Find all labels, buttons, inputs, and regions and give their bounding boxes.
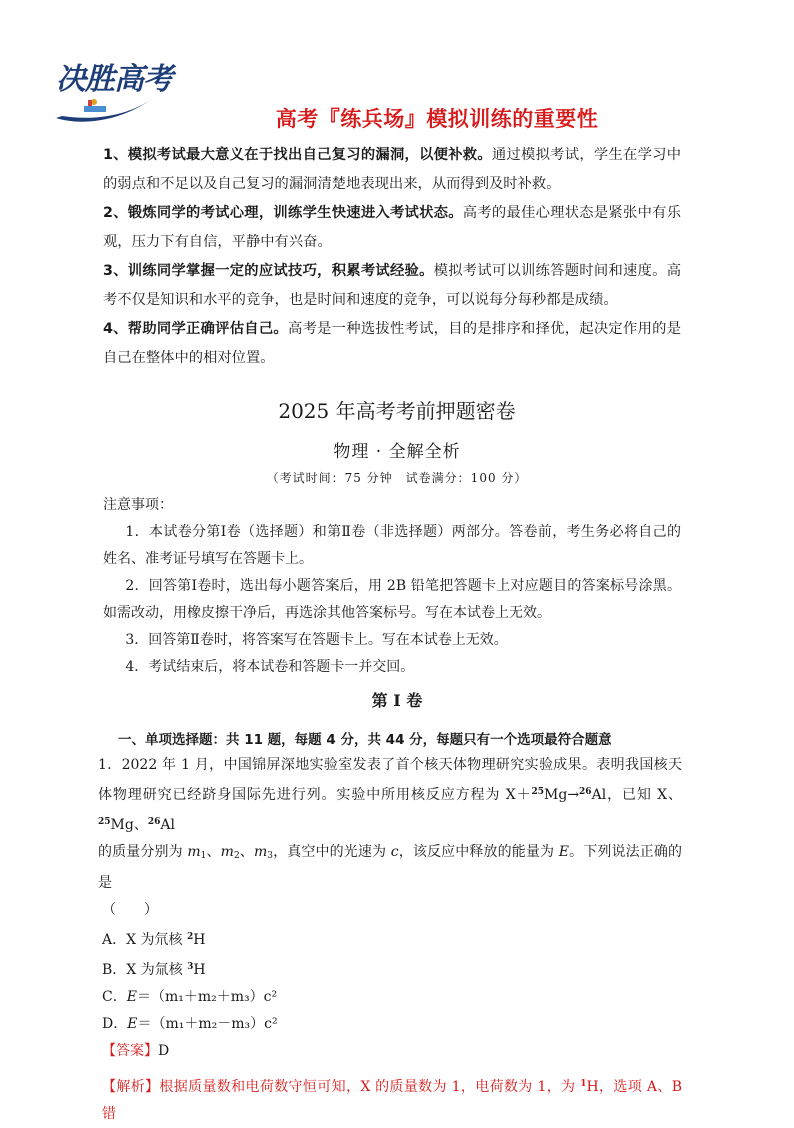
question-number: 1． — [98, 757, 122, 773]
stem-part: ，真空中的光速为 — [272, 844, 391, 860]
mass-number: 26 — [147, 817, 161, 827]
analysis-line — [98, 1071, 682, 1128]
intro-item-text: 模拟考试可以训练答题时间和速度。高考不仅是知识和水平的竞争，也是时间和速度的竞争，可以说每分每秒都是成绩。 — [103, 263, 681, 308]
option-b[interactable]: B．X 为氚核 $^3$H — [102, 962, 206, 978]
answer-line — [98, 1038, 682, 1065]
exam-time: （考试时间：75 分钟 试卷满分：100 分） — [266, 471, 528, 485]
answer-value: D — [158, 1043, 170, 1059]
intro-list — [103, 141, 681, 373]
notes-item: 4．考试结束后，将本试卷和答题卡一并交回。 — [125, 659, 415, 675]
notes-heading: 注意事项： — [103, 497, 173, 513]
intro-item-text: 高考的最佳心理状态是紧张中有乐观，压力下有自信，平静中有兴奋。 — [103, 205, 681, 250]
stem-part: 的质量分别为 — [98, 844, 188, 860]
stem-part: Mg、 — [110, 817, 148, 833]
intro-item-bold: 3、训练同学掌握一定的应试技巧，积累考试经验。 — [103, 263, 434, 279]
option-a[interactable]: A．X 为氘核 $^2$H — [102, 932, 206, 948]
intro-item — [103, 199, 681, 257]
mass-number: 1 — [580, 1079, 587, 1089]
intro-item-text: 通过模拟考试，学生在学习中的弱点和不足以及自己复习的漏洞清楚地表现出来，从而得到及时补救。 — [103, 147, 682, 192]
analysis-text: H，选项 A、B 错 — [102, 1079, 682, 1122]
answer-bracket: （ ） — [102, 902, 158, 918]
option-c[interactable]: C．E＝（m₁＋m₂＋m₃）c² — [102, 989, 278, 1005]
question-1 — [98, 752, 682, 1128]
stem-part: Mg→ — [544, 787, 580, 803]
mass-symbol: m — [187, 844, 201, 860]
intro-item-bold: 4、帮助同学正确评估自己。 — [103, 321, 288, 337]
intro-item-bold: 1、模拟考试最大意义在于找出自己复习的漏洞，以便补救。 — [103, 147, 492, 163]
notes-item: 3．回答第Ⅱ卷时，将答案写在答题卡上。写在本试卷上无效。 — [125, 632, 508, 648]
stem-part: 。下列说法正确的是 — [98, 844, 683, 891]
mass-number: 25 — [98, 817, 111, 827]
notes-item: 2．回答第Ⅰ卷时，选出每小题答案后，用 2B 铅笔把答题卡上对应题目的答案标号涂黑。如需改动，用橡皮擦干净后，再选涂其他答案标号。写在本试卷上无效。 — [103, 578, 681, 621]
mass-number: 25 — [531, 787, 545, 797]
stem-part: 2022 年 1 月，中国锦屏深地实验室发表了首个核天体物理研究实验成果。表明我国核天体物理研究已经跻身国际先进行列。实验中所用核反应方程为 X＋ — [98, 757, 682, 803]
intro-item — [103, 141, 681, 199]
light-speed-symbol: c — [390, 844, 399, 860]
notes — [103, 492, 681, 681]
intro-item-text: 高考是一种选拔性考试，目的是排序和择优，起决定作用的是自己在整体中的相对位置。 — [103, 321, 681, 366]
question-stem: 1．2022 年 1 月，中国锦屏深地实验室发表了首个核天体物理研究实验成果。表明我国核天体物理研究已经跻身国际先进行列。实验中所用核反应方程为 X＋$^{25}$Mg→$^{26}$Al，已知 X、$^{25}$Mg、$^{26}$Al 的质量分别为 $m_1$、$m_2$、$m_3$，真空中的光速为 c，该反应中释放的能量为 E。下列说法正确的是 — [98, 757, 683, 891]
option-d[interactable]: D．E＝（m₁＋m₂－m₃）c² — [102, 1016, 278, 1032]
banner-title: 高考『练兵场』模拟训练的重要性 — [275, 107, 599, 131]
stem-part: ，该反应中释放的能量为 — [398, 844, 559, 860]
exam-title: 2025 年高考考前押题密卷 — [278, 399, 516, 423]
volume-heading: 第 I 卷 — [371, 691, 423, 710]
intro-item-bold: 2、锻炼同学的考试心理，训练学生快速进入考试状态。 — [103, 205, 463, 221]
intro-item — [103, 257, 681, 315]
mass-number: 26 — [579, 787, 592, 797]
answer-tag: 【答案】 — [102, 1043, 158, 1059]
notes-item: 1．本试卷分第Ⅰ卷（选择题）和第Ⅱ卷（非选择题）两部分。答卷前，考生务必将自己的姓名、准考证号填写在答题卡上。 — [103, 524, 681, 567]
stem-part: Al — [160, 817, 175, 833]
logo-text: 决胜高考 — [56, 62, 172, 97]
exam-subtitle: 物理 · 全解全析 — [333, 442, 461, 462]
intro-item — [103, 315, 681, 373]
stem-part: Al，已知 X、 — [591, 787, 682, 803]
energy-symbol: E — [558, 844, 569, 860]
analysis-text: 根据质量数和电荷数守恒可知，X 的质量数为 1，电荷数为 1，为 — [159, 1079, 581, 1095]
section-heading: 一、单项选择题：共 11 题，每题 4 分，共 44 分，每题只有一个选项最符合题意 — [118, 732, 612, 748]
analysis-tag: 【解析】 — [102, 1079, 160, 1095]
